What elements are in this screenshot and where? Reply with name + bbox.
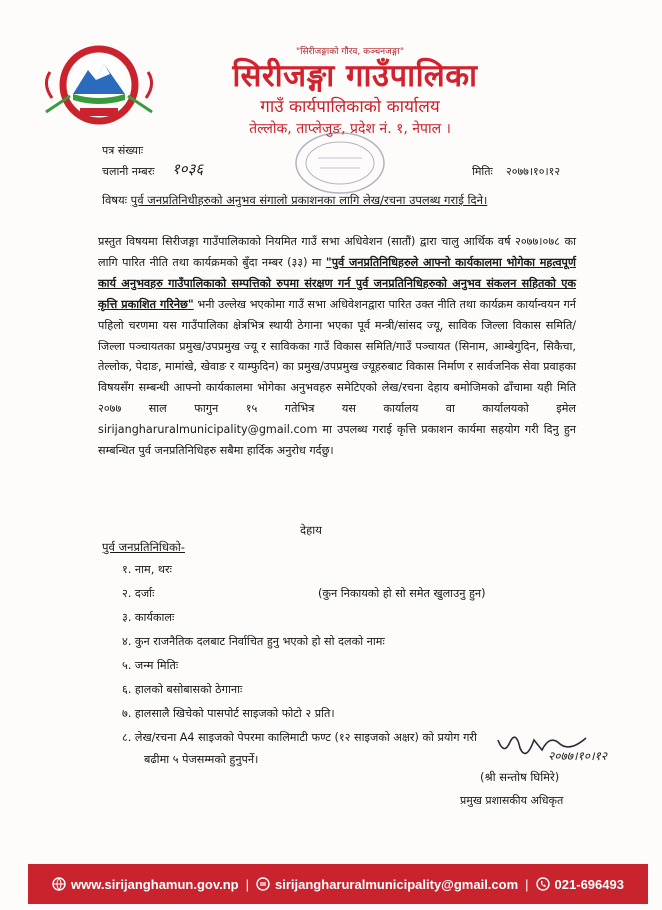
footer-phone[interactable] [536,877,624,892]
signer-designation: प्रमुख प्रशासकीय अधिकृत [460,794,564,807]
date-label: मितिः [472,165,493,178]
body-paragraph [98,232,576,462]
chalani-label: चलानी नम्बरः [102,165,155,178]
date-value: २०७७।१०।१२ [506,165,561,178]
email-icon [256,877,270,891]
policy-quote: "पुर्व जनप्रतिनिधिहरुले आफ्नो कार्यकालमा भोगेका महत्वपूर्ण कार्य अनुभवहरु गाउँपालिकाको सम्पत्तिको रुपमा संरक्षण गर्न पुर्व जनप्रतिनिधिहरुको अनुभव संकलन सहितको एक कृत्ति प्रकाशित गरिनेछ" [98,255,576,311]
office-email-inline: sirijangharuralmunicipality@gmail.com [98,423,318,437]
subject-label: विषयः [102,193,128,207]
body-part-2: भनी उल्लेख भएकोमा गाउँ सभा अधिवेशनद्वारा पारित उक्त नीति तथा कार्यक्रम कार्यान्वयन गर्न पहिलो चरणमा यस गाउँपालिका क्षेत्रभित्र स्थायी ठेगाना भएका पूर्व मन्त्री/सांसद ज्यू, साविक जिल्ला विकास समिति/जिल्ला पञ्चायतका प्रमुख/उपप्रमुख ज्यू र साविकका गाउँ विकास समिति/गाउँ पञ्चायत (सिनाम, आम्बेगुदिन, सिकैचा, तेल्लोक, पेदाङ, मामांखे, खेवाङ र याम्फुदिन) का प्रमुख/उपप्रमुख ज्यूहरुबाट विकास निर्माण र सार्वजनिक सेवा प्रवाहका विषयसँग सम्बन्धी आफ्नो कार्यकालमा भोगेका अनुभवहरु समेटिएको लेख/रचना देहाय बमोजिमको ढाँचामा यही मिति २०७७ साल फागुन १५ गतेभित्र यस कार्यालय वा कार्यालयको इमेल [98,297,576,416]
footer-separator: | [245,876,250,892]
office-address: तेल्लोक, ताप्लेजुङ, प्रदेश नं. १, नेपाल । [249,121,451,137]
list-item: ८. लेख/रचना A4 साइजको पेपरमा कालिमाटी फण्ट (१२ साइजको अक्षर) को प्रयोग गरी [122,731,477,744]
list-item: ७. हालसालै खिचेको पासपोर्ट साइजको फोटो २ प्रति। [122,707,335,720]
patra-sankhya-label: पत्र संख्याः [102,144,144,157]
signer-name: (श्री सन्तोष घिमिरे) [480,770,560,784]
globe-icon [52,877,66,891]
footer-phone-text: 021-696493 [554,876,624,892]
footer-email-text: sirijangharuralmunicipality@gmail.com [275,876,519,892]
footer-bar [28,864,648,904]
office-title: सिरीजङ्गा गाउँपालिका [232,58,478,94]
signature-date: २०७७।१०।१२ [548,749,608,763]
footer-separator: | [525,876,529,892]
list-item: १. नाम, थरः [122,563,172,576]
list-item: २. दर्जाः [122,587,155,600]
subject-text: पुर्व जनप्रतिनिधीहरुको अनुभव संगालो प्रकाशनका लागि लेख/रचना उपलब्ध गराई दिने। [130,193,488,207]
list-item: ५. जन्म मितिः [122,659,179,672]
header-motto: "सिरीजङ्गाको गौरव, कञ्चनजङ्गा" [295,47,405,57]
dehaya-heading: देहाय [300,523,322,537]
subject-line [102,193,487,208]
footer-website[interactable] [52,877,239,892]
body-part-3: मा उपलब्ध गराई कृत्ति प्रकाशन कार्यमा सहयोग गरी दिनु हुन सम्बन्धित पुर्व जनप्रतिनिधिहरु सबैमा हार्दिक अनुरोध गर्दछु। [98,423,576,458]
footer-email[interactable] [256,877,518,892]
office-subtitle: गाउँ कार्यपालिकाको कार्यालय [260,97,440,117]
list-item-continuation: बढीमा ५ पेजसम्मको हुनुपर्ने। [144,753,259,766]
body-part-1: प्रस्तुत विषयमा सिरीजङ्गा गाउँपालिकाको नियमित गाउँ सभा अधिवेशन (सातौं) द्वारा चालु आर्थिक वर्ष २०७७।०७८ का लागि पारित नीति तथा कार्यक्रमको बुँदा नम्बर (३३) मा [98,235,576,269]
footer-website-text: www.sirijanghamun.gov.np [71,876,239,892]
emblem-logo [40,42,158,128]
list-item: ३. कार्यकालः [122,611,175,624]
darja-note: (कुन निकायको हो सो समेत खुलाउनु हुन) [318,587,486,600]
list-title: पुर्व जनप्रतिनिधिको- [102,540,185,554]
list-item: ४. कुन राजनैतिक दलबाट निर्वाचित हुनु भएको हो सो दलको नामः [122,635,385,648]
chalani-number: १०३६ [172,160,204,178]
office-stamp [292,128,388,198]
phone-icon [536,877,550,891]
list-item: ६. हालको बसोबासको ठेगानाः [122,683,243,696]
